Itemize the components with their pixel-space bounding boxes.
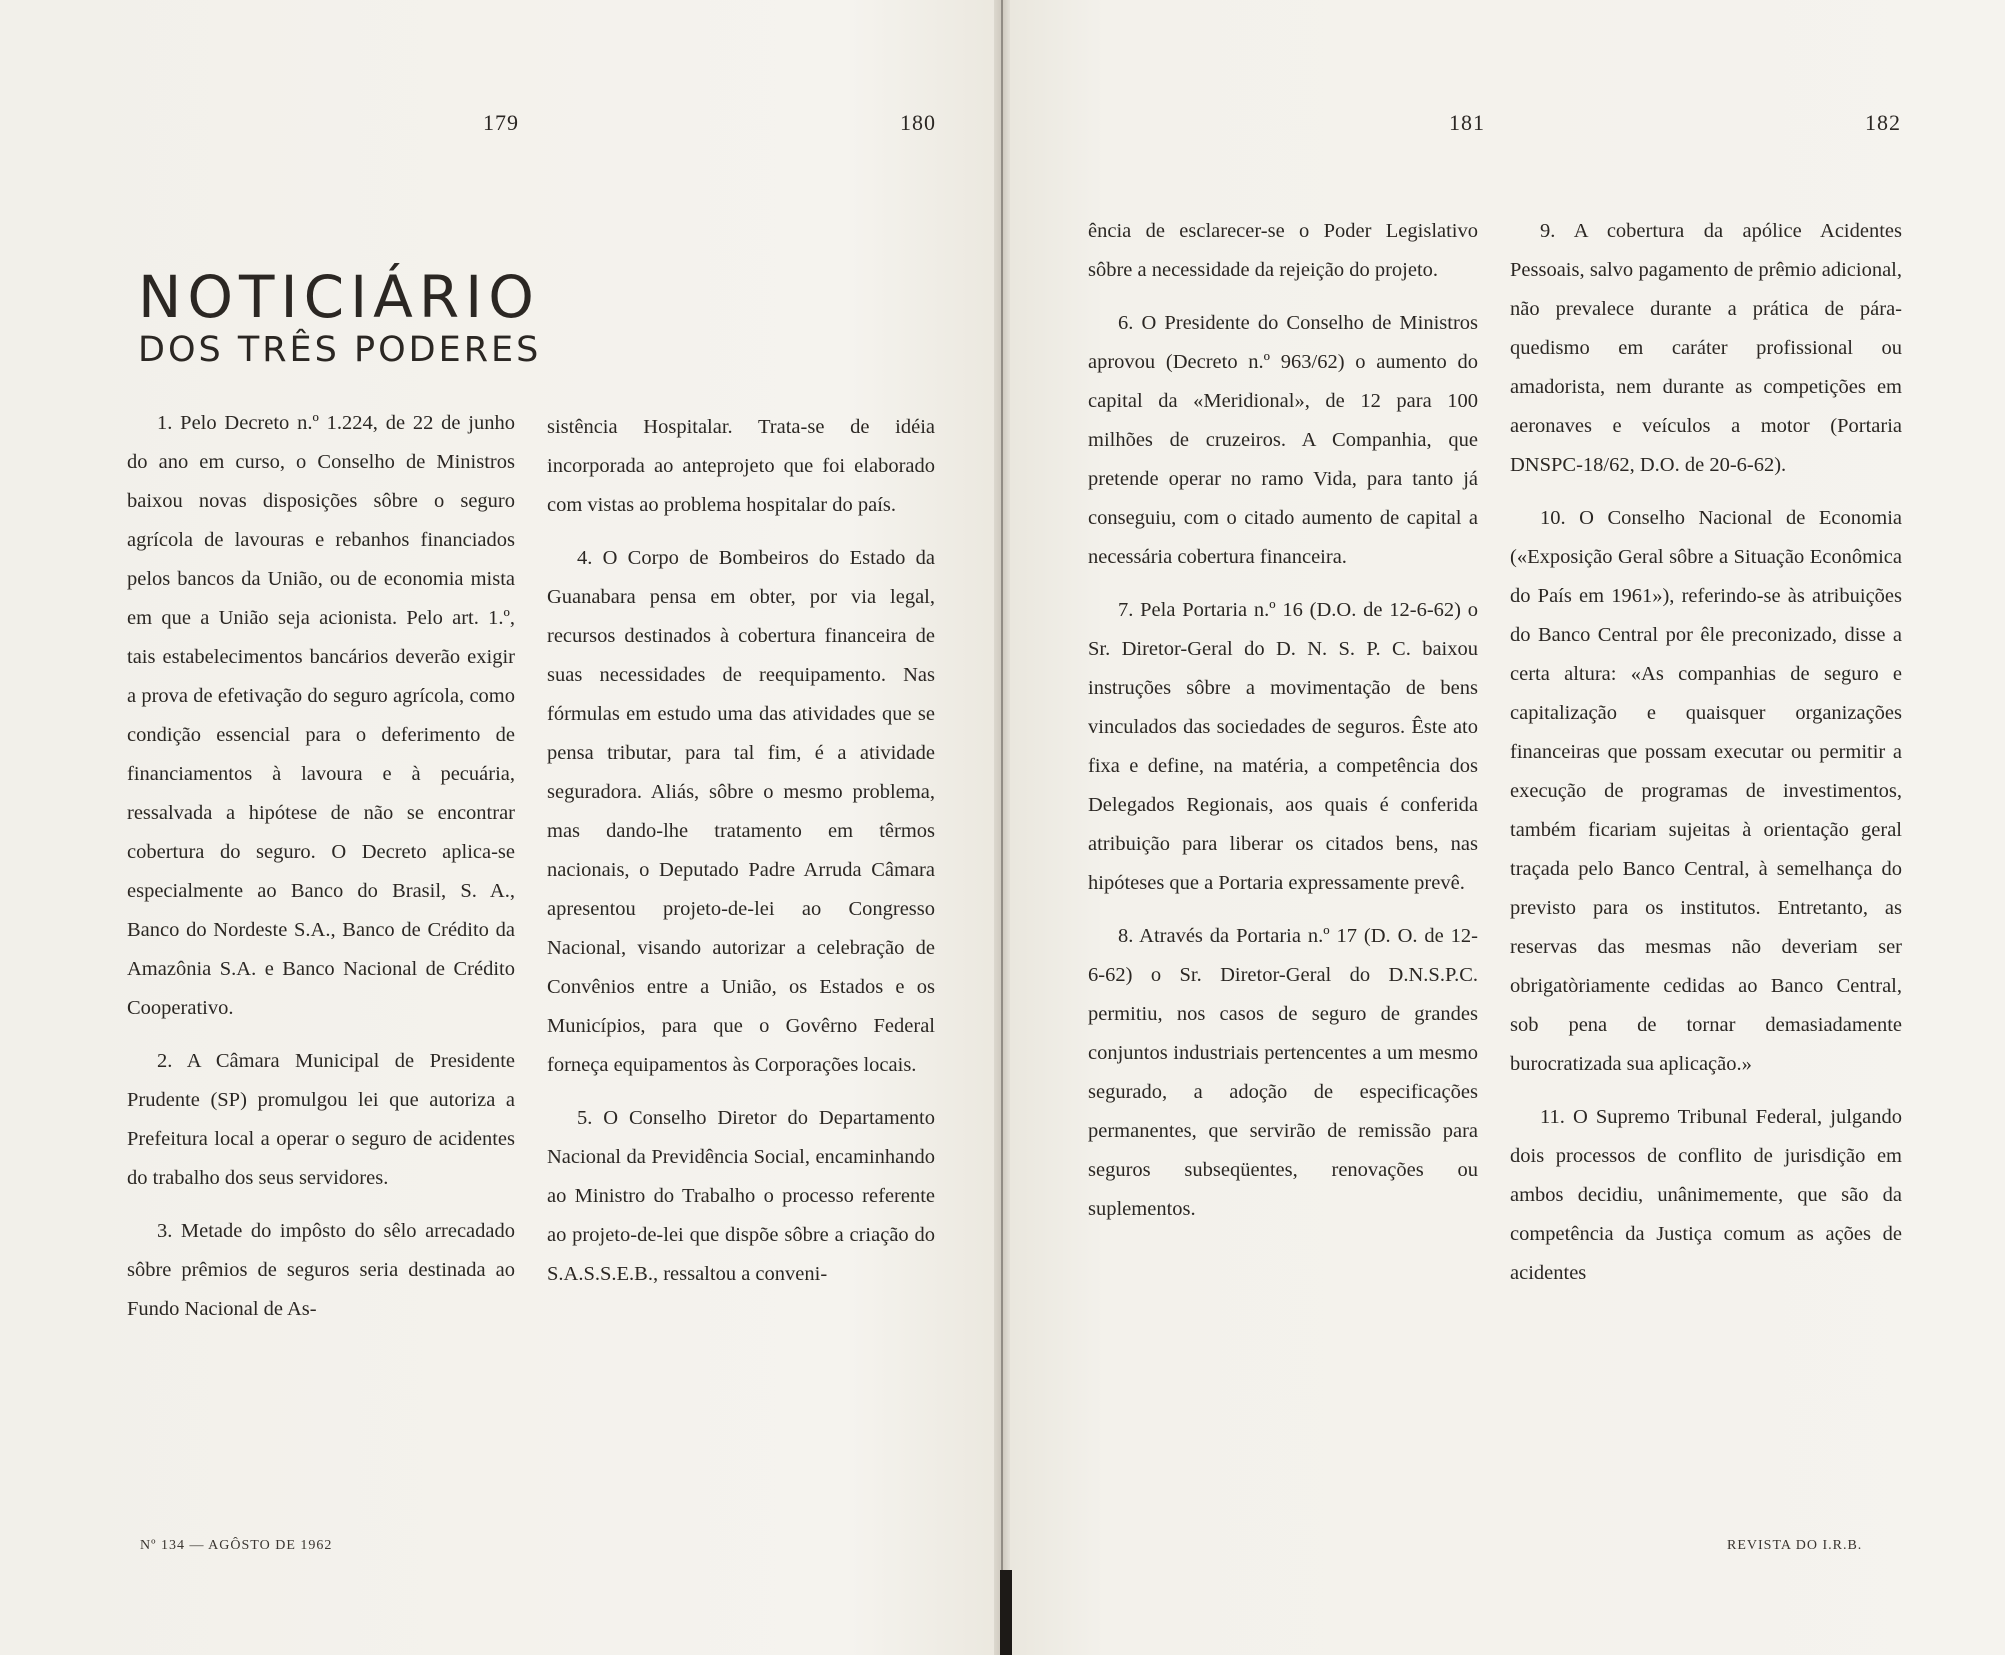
footer-issue: Nº 134 — AGÔSTO DE 1962 [140,1538,333,1553]
page-number-181: 181 [1449,110,1485,135]
book-gutter [994,0,1010,1655]
news-item-9: 9. A cobertura da apólice Acidentes Pessoais, salvo pagamento de prêmio adicional, não prevalece durante a prática de pára-quedismo em caráter profissional ou amadorista, nem durante as competições em aeronaves e veículos a motor (Portaria DNSPC-18/62, D.O. de 20-6-62). [1510,220,1902,476]
page-number-179: 179 [483,110,519,135]
column-3 [1088,212,1478,1243]
news-item-6: 6. O Presidente do Conselho de Ministros aprovou (Decreto n.º 963/62) o aumento do capital da «Meridional», de 12 para 100 milhões de cruzeiros. A Companhia, que pretende operar no ramo Vida, para tanto já conseguiu, com o citado aumento de capital a necessária cobertura financeira. [1088,312,1478,568]
footer-journal: REVISTA DO I.R.B. [1727,1538,1863,1553]
gutter-shadow [1000,1570,1012,1655]
news-item-5-continued: ência de esclarecer-se o Poder Legislativo sôbre a necessidade da rejeição do projeto. [1088,220,1478,281]
news-item-3-continued: sistência Hospitalar. Trata-se de idéia incorporada ao anteprojeto que foi elaborado com vistas ao problema hospitalar do país. [547,416,935,516]
news-item-3: 3. Metade do impôsto do sêlo arrecadado sôbre prêmios de seguros seria destinada ao Fundo Nacional de As- [127,1220,515,1320]
column-2 [547,408,935,1308]
news-item-8: 8. Através da Portaria n.º 17 (D. O. de 12-6-62) o Sr. Diretor-Geral do D.N.S.P.C. permitiu, nos casos de seguro de grandes conjuntos industriais pertencentes a um mesmo segurado, a adoção de especificações permanentes, que servirão de remissão para seguros subseqüentes, renovações ou suplementos. [1088,925,1478,1220]
page-number-180: 180 [900,110,936,135]
page-number-182: 182 [1865,110,1901,135]
news-item-7: 7. Pela Portaria n.º 16 (D.O. de 12-6-62) o Sr. Diretor-Geral do D. N. S. P. C. baixou instruções sôbre a movimentação de bens vinculados das sociedades de seguros. Êste ato fixa e define, na matéria, a competência dos Delegados Regionais, aos quais é conferida atribuição para liberar os citados bens, nas hipóteses que a Portaria expressamente prevê. [1088,599,1478,894]
news-item-4: 4. O Corpo de Bombeiros do Estado da Guanabara pensa em obter, por via legal, recursos destinados à cobertura financeira de suas necessidades de reequipamento. Nas fórmulas em estudo uma das atividades que se pensa tributar, para tal fim, é a atividade seguradora. Aliás, sôbre o mesmo problema, mas dando-lhe tratamento em têrmos nacionais, o Deputado Padre Arruda Câmara apresentou projeto-de-lei ao Congresso Nacional, visando autorizar a celebração de Convênios entre a União, os Estados e os Municípios, para que o Govêrno Federal forneça equipamentos às Corporações locais. [547,547,935,1076]
column-4 [1510,212,1902,1307]
news-item-1: 1. Pelo Decreto n.º 1.224, de 22 de junho do ano em curso, o Conselho de Ministros baixou novas disposições sôbre o seguro agrícola de lavouras e rebanhos financiados pelos bancos da União, ou de economia mista em que a União seja acionista. Pelo art. 1.º, tais estabelecimentos bancários deverão exigir a prova de efetivação do seguro agrícola, como condição essencial para o deferimento de financiamentos à lavoura e à pecuária, ressalvada a hipótese de não se encontrar cobertura do seguro. O Decreto aplica-se especialmente ao Banco do Brasil, S. A., Banco do Nordeste S.A., Banco de Crédito da Amazônia S.A. e Banco Nacional de Crédito Cooperativo. [127,412,515,1019]
news-item-2: 2. A Câmara Municipal de Presidente Prudente (SP) promulgou lei que autoriza a Prefeitura local a operar o seguro de acidentes do trabalho dos seus servidores. [127,1050,515,1189]
section-subtitle: DOS TRÊS PODERES [138,330,542,370]
news-item-5: 5. O Conselho Diretor do Departamento Nacional da Previdência Social, encaminhando ao Ministro do Trabalho o processo referente ao projeto-de-lei que dispõe sôbre a criação do S.A.S.S.E.B., ressaltou a conveni- [547,1107,935,1285]
section-title: NOTICIÁRIO [138,263,540,331]
news-item-10: 10. O Conselho Nacional de Economia («Exposição Geral sôbre a Situação Econômica do País em 1961»), referindo-se às atribuições do Banco Central por êle preconizado, disse a certa altura: «As companhias de seguro e capitalização e quaisquer organizações financeiras que possam executar ou permitir a execução de programas de investimentos, também ficariam sujeitas à orientação geral traçada pelo Banco Central, à semelhança do previsto para os institutos. Entretanto, as reservas das mesmas não deveriam ser obrigatòriamente cedidas ao Banco Central, sob pena de tornar demasiadamente burocratizada sua aplicação.» [1510,507,1902,1075]
column-1 [127,404,515,1343]
news-item-11: 11. O Supremo Tribunal Federal, julgando dois processos de conflito de jurisdição em ambos decidiu, unânimemente, que são da competência da Justiça comum as ações de acidentes [1510,1106,1902,1284]
